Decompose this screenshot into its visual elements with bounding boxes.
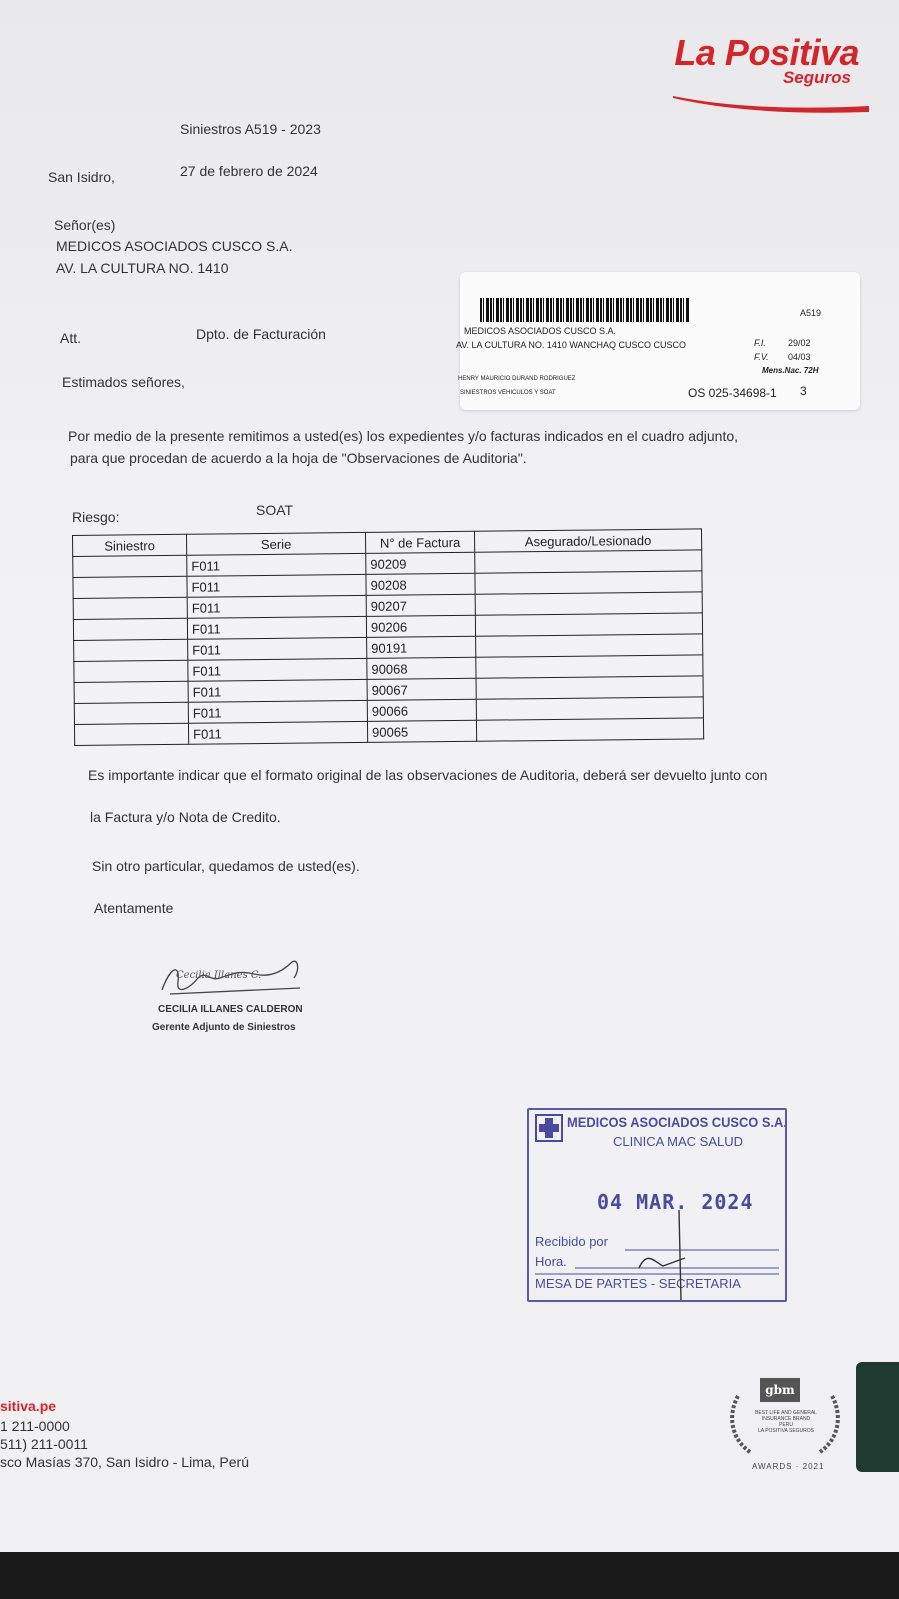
cell-factura: 90209 [366, 552, 475, 574]
cell-serie: F011 [188, 658, 367, 681]
cell-asegurado [475, 550, 702, 573]
cell-serie: F011 [187, 616, 366, 639]
barcode-icon [480, 298, 690, 322]
header-factura: N° de Factura [365, 531, 474, 553]
cell-factura: 90065 [367, 720, 476, 742]
invoice-table [72, 528, 704, 746]
cell-siniestro [73, 555, 187, 577]
cell-serie: F011 [188, 721, 367, 744]
cell-asegurado [476, 697, 703, 720]
medical-cross-icon [535, 1114, 563, 1142]
cell-siniestro [74, 702, 188, 724]
label-fv-label: F.V. [754, 352, 769, 362]
signature-icon [150, 948, 310, 1004]
signer-title: Gerente Adjunto de Siniestros [152, 1022, 296, 1033]
stamp-hour: Hora. [535, 1254, 567, 1269]
label-dept: SINIESTROS VEHICULOS Y SOAT [460, 390, 556, 396]
cell-serie: F011 [187, 595, 366, 618]
label-person: HENRY MAURICIO DURAND RODRIGUEZ [458, 376, 576, 382]
cell-serie: F011 [188, 637, 367, 660]
paragraph-2b: la Factura y/o Nota de Credito. [90, 809, 281, 825]
reception-stamp [527, 1108, 787, 1302]
cell-siniestro [73, 597, 187, 619]
paragraph-3: Sin otro particular, quedamos de usted(es). [92, 858, 360, 874]
label-fv-value: 04/03 [788, 352, 811, 362]
cell-asegurado [476, 718, 703, 741]
award-logo: gbm [760, 1378, 800, 1402]
riesgo-value: SOAT [256, 502, 294, 518]
stamp-dept: MESA DE PARTES - SECRETARIA [535, 1276, 741, 1291]
cell-factura: 90207 [366, 594, 475, 616]
label-os: OS 025-34698-1 [688, 386, 777, 400]
cell-serie: F011 [188, 679, 367, 702]
cell-siniestro [73, 576, 187, 598]
cell-factura: 90067 [367, 678, 476, 700]
cell-factura: 90208 [366, 573, 475, 595]
label-address: AV. LA CULTURA NO. 1410 WANCHAQ CUSCO CUSCO [456, 340, 687, 350]
paragraph-1: Por medio de la presente remitimos a usted(es) los expedientes y/o facturas indicados en el cuadro adjunto, [68, 428, 739, 444]
cell-asegurado [475, 571, 702, 594]
award-text4: LA POSITIVA SEGUROS [757, 1428, 815, 1434]
header-asegurado: Asegurado/Lesionado [474, 529, 701, 552]
cell-asegurado [476, 676, 703, 699]
brand-sub: Seguros [782, 68, 851, 87]
cell-siniestro [74, 723, 188, 745]
header-siniestro: Siniestro [73, 534, 187, 556]
label-mens: Mens.Nac. 72H [762, 366, 819, 375]
cell-serie: F011 [187, 574, 366, 597]
att-label: Att. [60, 330, 82, 346]
footer-phone1: 1 211-0000 [0, 1418, 70, 1434]
brand-name: La Positiva [674, 32, 859, 73]
cell-asegurado [476, 655, 703, 678]
cell-serie: F011 [188, 700, 367, 723]
label-count: 3 [800, 384, 807, 398]
award-text1: BEST LIFE AND GENERAL [755, 1410, 817, 1416]
reference: Siniestros A519 - 2023 [180, 121, 321, 137]
footer-address: sco Masías 370, San Isidro - Lima, Perú [0, 1454, 249, 1470]
footer-phone2: 511) 211-0011 [0, 1436, 88, 1452]
place: San Isidro, [48, 169, 115, 185]
cell-asegurado [476, 634, 703, 657]
label-fi-label: F.I. [754, 338, 766, 348]
footer-web: sitiva.pe [0, 1398, 57, 1414]
award-badge [726, 1370, 844, 1480]
cell-asegurado [475, 592, 702, 615]
salutation: Señor(es) [54, 217, 116, 233]
award-text3: PERU [779, 1422, 793, 1428]
footer-contact [0, 1398, 249, 1470]
recipient-company: MEDICOS ASOCIADOS CUSCO S.A. [56, 238, 293, 254]
cell-siniestro [74, 639, 188, 661]
label-fi-value: 29/02 [788, 338, 811, 348]
shipping-label [456, 272, 860, 410]
cell-asegurado [475, 613, 702, 636]
stamp-lines [529, 1210, 785, 1300]
letter-date: 27 de febrero de 2024 [180, 163, 318, 179]
paragraph-1b: para que procedan de acuerdo a la hoja de "Observaciones de Auditoria". [70, 450, 527, 466]
att-value: Dpto. de Facturación [196, 326, 326, 342]
cell-factura: 90068 [367, 657, 476, 679]
cell-siniestro [74, 660, 188, 682]
side-badge [856, 1362, 899, 1472]
closing: Atentamente [94, 900, 174, 916]
brand-swoosh-icon [671, 92, 871, 114]
stamp-line1: MEDICOS ASOCIADOS CUSCO S.A. [567, 1114, 787, 1130]
cell-factura: 90191 [367, 636, 476, 658]
signer-name: CECILIA ILLANES CALDERON [158, 1004, 303, 1015]
recipient-address: AV. LA CULTURA NO. 1410 [56, 260, 229, 276]
cell-factura: 90066 [367, 699, 476, 721]
stamp-line2: CLINICA MAC SALUD [613, 1134, 744, 1149]
cell-siniestro [73, 618, 187, 640]
riesgo-label: Riesgo: [72, 509, 120, 525]
cell-siniestro [74, 681, 188, 703]
brand-logo [674, 32, 859, 88]
cell-serie: F011 [187, 553, 366, 576]
paragraph-2: Es importante indicar que el formato original de las observaciones de Auditoria, deberá ser devuelto junto con [88, 767, 768, 783]
stamp-received: Recibido por [535, 1234, 608, 1249]
award-year: AWARDS · 2021 [752, 1462, 825, 1471]
stamp-date: 04 MAR. 2024 [597, 1190, 754, 1214]
cell-factura: 90206 [366, 615, 475, 637]
label-company: MEDICOS ASOCIADOS CUSCO S.A. [464, 326, 617, 336]
signature-text: Cecilia Illanes C. [176, 970, 262, 981]
label-code: A519 [800, 308, 822, 318]
greeting: Estimados señores, [62, 374, 185, 390]
award-text2: INSURANCE BRAND [761, 1416, 811, 1422]
header-serie: Serie [186, 532, 365, 555]
